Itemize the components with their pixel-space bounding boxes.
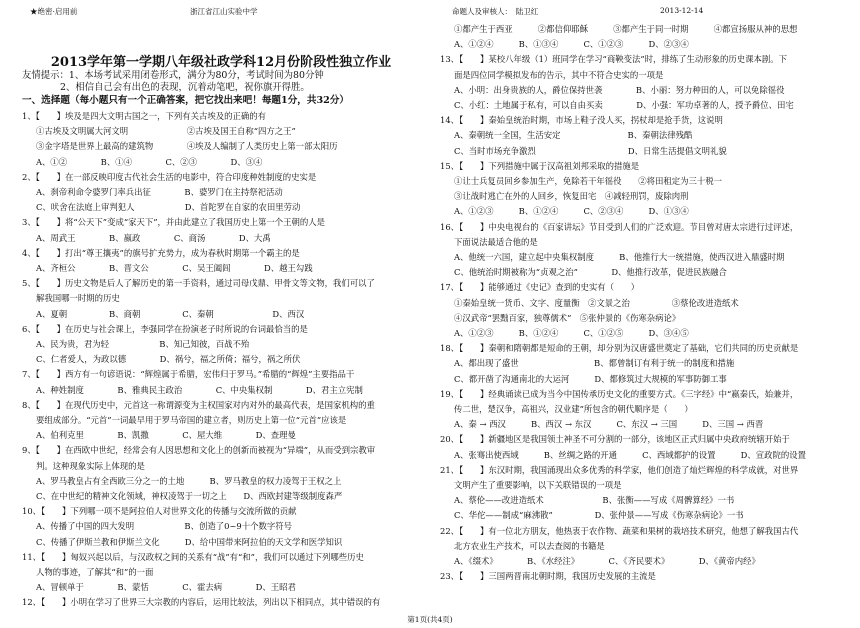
- question-line: 13、【 】某校八年级（1）班同学在学习“商鞅变法”时，排练了生动形象的历史课本剧。下: [440, 54, 787, 65]
- question-line: 15、【 】下列措施中属于汉高祖刘邦采取的措施是: [440, 160, 640, 171]
- question-line: C、他统治时期被称为“贞观之治” D、他推行改革，促进民族融合: [454, 267, 727, 278]
- question-line: A、齐桓公 B、晋文公 C、吴王阖闾 D、越王勾践: [36, 263, 313, 273]
- question-line: 要组成部分。“元首”一词最早用于罗马帝国的建立者，则历史上第一位“元首”应该是: [36, 415, 347, 425]
- question-line: A、刹帝利命令婆罗门率兵出征 B、婆罗门在主持祭祀活动: [36, 187, 283, 197]
- question-line: 23、【 】三国两晋南北朝时期，我国历史发展的主流是: [440, 571, 656, 582]
- question-line: ③金字塔是世界上最高的建筑物 ④埃及人编制了人类历史上第一部太阳历: [36, 141, 338, 152]
- page-footer: 第1页(共4页): [407, 615, 453, 624]
- question-line: A、民为贵，君为轻 B、知己知彼，百战不殆: [36, 339, 250, 349]
- question-line: C、吠舍在法庭上审判犯人 D、首陀罗在自家的农田里劳动: [36, 202, 301, 213]
- school-name: 浙江省江山实验中学: [190, 7, 258, 16]
- question-line: ③让战时逃亡在外的人回乡，恢复田宅 ④减轻刑罚，废除肉刑: [454, 191, 689, 202]
- question-line: A、蔡伦——改进造纸术 B、张衡——写成《周髀算经》一书: [454, 495, 735, 506]
- question-line: 18、【 】秦朝和隋朝都是短命的王朝，却分别为汉唐盛世奠定了基础，它们共同的历史贡献是: [440, 343, 799, 354]
- question-line: 面是四位同学模拟发布的告示，其中不符合史实的一项是: [454, 69, 664, 80]
- question-line: 20、【 】新疆地区是我国领土神圣不可分割的一部分，该地区正式归属中央政府统辖开始于: [440, 434, 790, 445]
- question-line: 7、【 】西方有一句谚语说：“辉煌属于希腊，宏伟归于罗马。”希腊的“辉煌”主要指品干: [22, 369, 355, 380]
- question-line: A、周武王 B、嬴政 C、商汤 D、大禹: [36, 232, 271, 243]
- question-line: A、传播了中国的四大发明 B、创造了0~9十个数字符号: [36, 521, 292, 532]
- question-line: 2、【 】在一部反映印度古代社会生活的电影中，符合印度种姓制度的史实是: [22, 171, 317, 182]
- question-line: A、种姓制度 B、雅典民主政治 C、中央集权制 D、君主立宪制: [36, 384, 363, 395]
- question-line: ①都产生于西亚 ②都信仰耶稣 ③都产生于同一时期 ④都宣扬服从神的思想: [454, 24, 798, 34]
- question-line: 12、【 】小明在学习了世界三大宗教的内容后，运用比较法，列出以下相同点，其中错误的有: [22, 597, 381, 608]
- question-line: A、伯利克里 B、凯撒 C、屋大维 D、查理曼: [36, 430, 296, 441]
- question-line: ①秦始皇统一货币、文字、度量衡 ②文景之治 ③蔡伦改进造纸术: [454, 297, 739, 308]
- exam-title: 2013学年第一学期八年级社政学科12月份阶段性独立作业: [50, 55, 392, 70]
- question-line: ①古埃及文明属大河文明 ②古埃及国王自称“四方之王”: [36, 126, 296, 137]
- question-line: 文明产生了重要影响，以下关联错误的一项是: [454, 480, 622, 490]
- confidential-mark: ★绝密·启用前: [30, 7, 78, 16]
- question-line: A、冒顿单于 B、蒙恬 C、霍去病 D、王昭君: [36, 582, 296, 593]
- question-line: 19、【 】经典诵读已成为当今中国传承历史文化的重要方式。《三字经》中“嬴秦氏，始兼并，: [440, 388, 799, 399]
- question-line: 22、【 】有一位北方朋友，他热衷于农作物、蔬菜和果树的栽培技术研究，他想了解我国古代: [440, 525, 799, 536]
- notice-line-2: 2、相信自己会有出色的表现，沉着动笔吧，祝你旗开得胜。: [60, 82, 310, 93]
- notice-line-1: 友情提示：1、本场考试采用闭卷形式，满分为80分，考试时间为80分钟: [22, 70, 324, 81]
- question-line: 14、【 】秦始皇统治时期，市场上鞋子没人买，拐杖却是抢手货，这说明: [440, 115, 723, 126]
- question-line: A、《缀术》 B、《水经注》 C、《齐民要术》 D、《黄帝内经》: [454, 556, 760, 566]
- question-line: 下面说法最适合他的是: [454, 236, 538, 247]
- question-line: A、夏朝 B、商朝 C、秦朝 D、西汉: [36, 308, 305, 319]
- question-line: 11、【 】匈奴兴起以后，与汉政权之间的关系有“战”有“和”，我们可以通过下列哪些历史: [22, 551, 364, 562]
- question-line: 判。这种现象实际上体现的是: [36, 460, 145, 471]
- question-line: A、①②③ B、①②④ C、②③④ D、①③④: [454, 206, 689, 217]
- question-line: A、秦朝统一全国，生活安定 B、秦朝法律残酷: [454, 130, 693, 141]
- question-line: 人物的事迹，了解其“和”的一面: [36, 567, 154, 577]
- question-line: 传二世，楚汉争，高祖兴，汉业建”所包含的朝代顺序是（ ）: [454, 404, 693, 414]
- question-line: ①让士兵复员回乡参加生产，免除若干年徭役 ②将田租定为三十税一: [454, 176, 722, 186]
- question-line: C、华佗——制成“麻沸散” D、张仲景——写成《伤寒杂病论》一书: [454, 510, 744, 521]
- question-line: 北方农业生产技术，可以去查阅的书籍是: [454, 540, 605, 551]
- question-line: 10、【 】下列哪一项不是阿拉伯人对世界文化的传播与交流所做的贡献: [22, 506, 297, 517]
- question-line: 8、【 】在现代历史中，元首这一称谓源变为主权国家对内对外的最高代表，是国家机构的重: [22, 399, 375, 410]
- question-line: C、当时市场充争激烈 D、日常生活提倡文明礼貌: [454, 145, 727, 156]
- question-line: 21、【 】东汉时期，我国涌现出众多优秀的科学家，他们创造了灿烂辉煌的科学成就，对世界: [440, 464, 799, 475]
- question-line: A、秦 → 西汉 B、西汉 → 东汉 C、东汉 → 三国 D、三国 → 西晋: [454, 419, 764, 430]
- section-title: 一、选择题（每小题只有一个正确答案，把它找出来吧！每题1分，共32分）: [22, 95, 350, 106]
- question-line: C、仁者爱人，为政以德 D、祸兮，福之所倚；福兮，祸之所伏: [36, 354, 301, 365]
- question-line: C、都开凿了沟通南北的大运河 D、都修筑过大规模的军事防御工事: [454, 373, 727, 384]
- question-line: C、在中世纪的精神文化领域，神权凌驾于一切之上 D、西欧封建等级制度森严: [36, 491, 343, 501]
- question-line: 5、【 】历史文物是后人了解历史的第一手资料，通过司母戊鼎、甲骨文等文物，我们可以了: [22, 278, 375, 289]
- question-line: 4、【 】打出“尊王攘夷”的旗号扩充势力，成为春秋时期第一个霸主的是: [22, 247, 300, 258]
- question-line: C、传播了伊斯兰教和伊斯兰文化 D、给中国带来阿拉伯的天文学和医学知识: [36, 536, 343, 547]
- question-line: A、①② B、①④ C、②③ D、③④: [36, 156, 263, 167]
- question-line: A、都出现了盛世 B、都曾制订有利于统一的制度和措施: [454, 358, 735, 369]
- question-line: A、他统一六国，建立起中央集权制度 B、他推行大一统措施，使西汉进入鼎盛时期: [454, 252, 785, 262]
- question-line: 17、【 】能够通过《史记》查到的史实有（ ）: [440, 282, 640, 293]
- question-line: 16、【 】中央电视台的《百家讲坛》节目受到人们的广泛欢迎。节目曾对唐太宗进行过评述，: [440, 221, 799, 232]
- question-line: 6、【 】在历史与社会课上，李强同学在扮演老子时所说的台词最恰当的是: [22, 323, 308, 334]
- question-line: C、小红：土地属于私有，可以自由买卖 D、小强：军功卓著的人，授予爵位、田宅: [454, 100, 794, 110]
- question-line: 解我国哪一时期的历史: [36, 293, 120, 304]
- question-line: A、①②③ B、①②④ C、①②⑤ D、③④⑤: [454, 328, 689, 338]
- author-line: 命题人及审核人： 陆卫红: [452, 7, 539, 16]
- question-line: 9、【 】在西欧中世纪，经常会有人因思想和文化上的创新而被视为“异端”，从而受到宗教审: [22, 445, 376, 456]
- question-line: A、小明：出身贵族的人，爵位保持世袭 B、小丽：努力种田的人，可以免除徭役: [454, 84, 785, 95]
- exam-date: 2013-12-14: [660, 6, 704, 15]
- question-line: 3、【 】将“公天下”变成“家天下”，并由此建立了我国历史上第一个王朝的人是: [22, 217, 326, 228]
- question-line: A、张骞出使西域 B、丝绸之路的开通 C、西域都护的设置 D、宣政院的设置: [454, 449, 806, 460]
- question-line: 1、【 】埃及是四大文明古国之一，下列有关古埃及的正确的有: [22, 111, 267, 121]
- question-line: A、①②④ B、①③④ C、①②③ D、②③④: [454, 39, 689, 50]
- question-line: A、罗马教皇占有全西欧三分之一的土地 B、罗马教皇的权力凌驾于王权之上: [36, 475, 342, 486]
- question-line: ④汉武帝“罢黜百家，独尊儒术” ⑤张仲景的《伤寒杂病论》: [454, 312, 681, 323]
